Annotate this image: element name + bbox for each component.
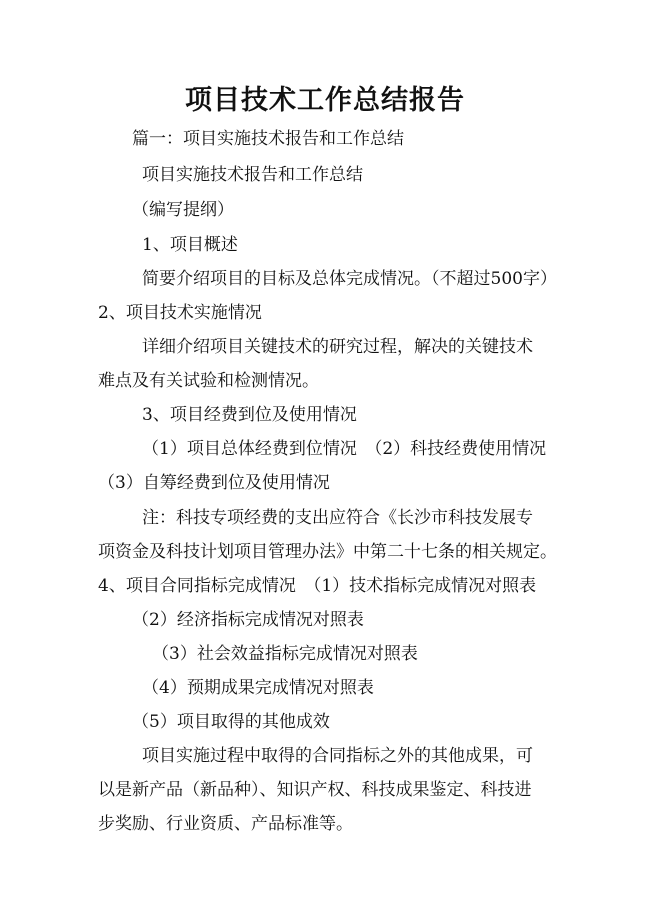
item-4-heading: 4、项目合同指标完成情况 （1）技术指标完成情况对照表 bbox=[98, 576, 537, 596]
item-2-text-line1: 详细介绍项目关键技术的研究过程，解决的关键技术 bbox=[142, 337, 533, 357]
item-2-text-line2: 难点及有关试验和检测情况。 bbox=[98, 371, 319, 391]
item-4-subitem-3: （3）社会效益指标完成情况对照表 bbox=[152, 644, 418, 664]
item-2-heading: 2、项目技术实施情况 bbox=[98, 303, 262, 323]
item-4-subitem-4: （4）预期成果完成情况对照表 bbox=[142, 678, 374, 698]
section-heading: 篇一：项目实施技术报告和工作总结 bbox=[132, 129, 404, 149]
item-1-text: 简要介绍项目的目标及总体完成情况。（不超过500字） bbox=[142, 269, 557, 289]
item-3-heading: 3、项目经费到位及使用情况 bbox=[142, 405, 357, 425]
outcome-text-line3: 步奖励、行业资质、产品标准等。 bbox=[98, 814, 353, 834]
outline-note: （编写提纲） bbox=[132, 200, 234, 220]
note-line2: 项资金及科技计划项目管理办法》中第二十七条的相关规定。 bbox=[98, 542, 557, 562]
item-3-subitems-line2: （3）自筹经费到位及使用情况 bbox=[98, 473, 330, 493]
outcome-text-line2: 以是新产品（新品种）、知识产权、科技成果鉴定、科技进 bbox=[98, 780, 532, 800]
outcome-text-line1: 项目实施过程中取得的合同指标之外的其他成果，可 bbox=[142, 746, 533, 766]
note-line1: 注：科技专项经费的支出应符合《长沙市科技发展专 bbox=[142, 508, 533, 528]
item-3-subitems-line1: （1）项目总体经费到位情况 （2）科技经费使用情况 bbox=[142, 439, 547, 459]
item-4-subitem-2: （2）经济指标完成情况对照表 bbox=[132, 610, 364, 630]
item-4-subitem-5: （5）项目取得的其他成效 bbox=[132, 712, 330, 732]
item-1-heading: 1、项目概述 bbox=[142, 235, 238, 255]
report-subtitle: 项目实施技术报告和工作总结 bbox=[142, 165, 363, 185]
document-title: 项目技术工作总结报告 bbox=[185, 85, 465, 116]
